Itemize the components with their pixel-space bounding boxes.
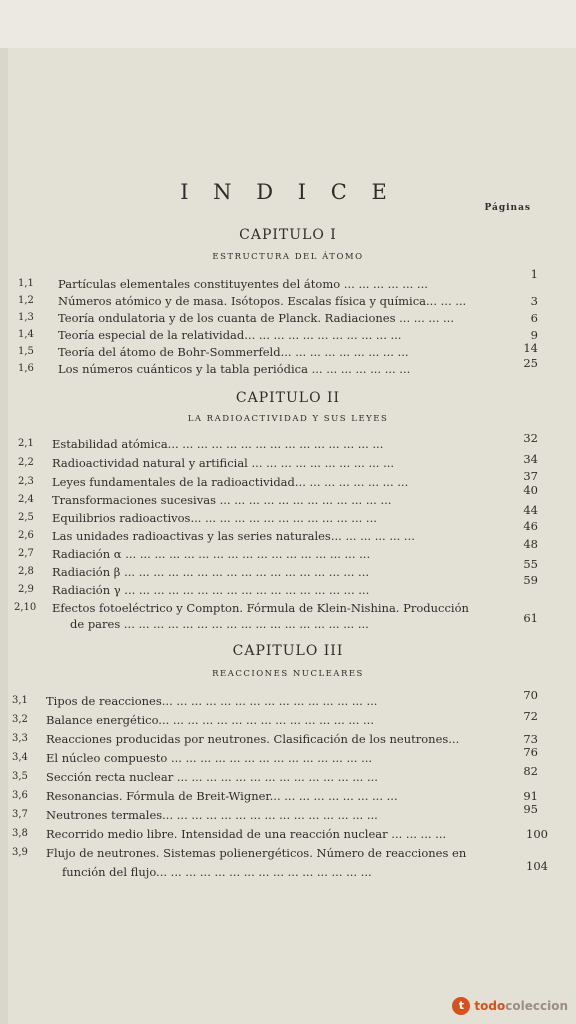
chapter-3-heading: CAPITULO III (232, 643, 344, 659)
brand-text-left: todo (474, 999, 506, 1013)
toc-entry (0, 267, 576, 292)
toc-entry-number: 1,5 (18, 346, 34, 357)
toc-entry-number: 1,1 (18, 278, 34, 289)
toc-entry (0, 802, 576, 823)
toc-entry-text: Teoría especial de la relatividad... ... ... ... ... ... ... ... ... ... ... (58, 328, 402, 342)
toc-entry (0, 469, 576, 490)
brand-icon: t (452, 997, 470, 1015)
toc-entry (0, 600, 576, 616)
toc-entry-number: 2,6 (18, 530, 34, 541)
toc-entry-number: 3,8 (12, 828, 28, 839)
toc-entry-page: 55 (523, 557, 538, 571)
toc-entry-page: 34 (523, 452, 538, 466)
toc-entry-text: Radiación α ... ... ... ... ... ... ... ... ... ... ... ... ... ... ... ... ... (52, 547, 371, 561)
toc-entry-page: 95 (523, 802, 538, 816)
toc-entry (0, 731, 576, 747)
toc-entry (0, 519, 576, 544)
toc-entry-number: 2,5 (18, 512, 34, 523)
toc-entry-number: 3,5 (12, 771, 28, 782)
toc-entry (0, 452, 576, 471)
toc-entry-text: El núcleo compuesto ... ... ... ... ... ... ... ... ... ... ... ... ... ... (46, 751, 373, 765)
page-top-margin (0, 0, 576, 48)
toc-entry-text: Resonancias. Fórmula de Breit-Wigner... ... ... ... ... ... ... ... ... (46, 789, 398, 803)
toc-entry (0, 503, 576, 526)
toc-entry-number: 2,2 (18, 457, 34, 468)
toc-entry-page: 1 (530, 267, 538, 281)
chapter-1-heading: CAPITULO I (239, 227, 337, 243)
toc-entry-continuation (0, 859, 576, 880)
toc-entry-number: 3,2 (12, 714, 28, 725)
chapter-3-subheading: REACCIONES NUCLEARES (212, 669, 364, 679)
toc-entry-text: Partículas elementales constituyentes del átomo ... ... ... ... ... ... (58, 277, 428, 291)
toc-entry (0, 327, 576, 343)
toc-entry-page: 46 (523, 519, 538, 533)
brand-text-right: coleccion (505, 999, 568, 1013)
toc-entry-page: 40 (523, 483, 538, 497)
toc-entry-number: 2,3 (18, 476, 34, 487)
toc-entry-page: 14 (523, 341, 538, 355)
toc-entry-number: 3,3 (12, 733, 28, 744)
toc-entry-page: 91 (523, 789, 538, 803)
toc-entry-text: Equilibrios radioactivos... ... ... ... ... ... ... ... ... ... ... ... ... (52, 511, 377, 525)
toc-entry-text: de pares ... ... ... ... ... ... ... ... ... ... ... ... ... ... ... ... ... (70, 617, 369, 631)
toc-entry-page: 104 (526, 859, 548, 873)
toc-entry-text: Tipos de reacciones... ... ... ... ... ... ... ... ... ... ... ... ... ... ... (46, 694, 378, 708)
toc-entry-number: 2,1 (18, 438, 34, 449)
toc-entry-number: 2,9 (18, 584, 34, 595)
toc-entry-continuation (0, 611, 576, 632)
toc-entry-page: 73 (523, 732, 538, 746)
toc-entry-text: Teoría del átomo de Bohr-Sommerfeld... ... ... ... ... ... ... ... ... (58, 345, 409, 359)
toc-entry-text: Flujo de neutrones. Sistemas polienergéticos. Número de reacciones en (46, 846, 467, 860)
toc-entry (0, 764, 576, 785)
toc-entry (0, 341, 576, 360)
toc-entry-text: Estabilidad atómica... ... ... ... ... ... ... ... ... ... ... ... ... ... ... (52, 437, 384, 451)
toc-entry-page: 6 (530, 311, 538, 325)
toc-entry-text: Sección recta nuclear ... ... ... ... ... ... ... ... ... ... ... ... ... ... (46, 770, 378, 784)
toc-entry-number: 1,3 (18, 312, 34, 323)
toc-entry-page: 72 (523, 709, 538, 723)
toc-entry (0, 310, 576, 326)
toc-entry-number: 2,10 (14, 602, 37, 613)
toc-entry-page: 3 (530, 294, 538, 308)
toc-entry-number: 1,4 (18, 329, 34, 340)
toc-entry-number: 1,6 (18, 363, 34, 374)
toc-entry-text: Efectos fotoeléctrico y Compton. Fórmula de Klein-Nishina. Producción (52, 601, 469, 615)
toc-entry-text: Radioactividad natural y artificial ... ... ... ... ... ... ... ... ... ... (52, 456, 395, 470)
toc-entry-number: 1,2 (18, 295, 34, 306)
watermark-logo (452, 996, 568, 1016)
toc-entry-text: Recorrido medio libre. Intensidad de una reacción nuclear ... ... ... ... (46, 827, 447, 841)
chapter-1-subheading: ESTRUCTURA DEL ÁTOMO (212, 252, 364, 262)
toc-entry (0, 788, 576, 804)
toc-entry-number: 2,8 (18, 566, 34, 577)
toc-entry-page: 59 (523, 573, 538, 587)
chapter-2-heading: CAPITULO II (235, 390, 341, 406)
toc-entry-number: 2,4 (18, 494, 34, 505)
toc-entry-text: Radiación β ... ... ... ... ... ... ... ... ... ... ... ... ... ... ... ... ... (52, 565, 370, 579)
toc-entry (0, 709, 576, 728)
toc-entry-page: 82 (523, 764, 538, 778)
toc-entry (0, 431, 576, 452)
toc-entry (0, 483, 576, 508)
toc-entry (0, 537, 576, 562)
toc-entry-number: 3,9 (12, 847, 28, 858)
toc-entry-number: 3,7 (12, 809, 28, 820)
toc-entry-text: Leyes fundamentales de la radioactividad... ... ... ... ... ... ... ... (52, 475, 409, 489)
toc-entry-number: 3,1 (12, 695, 28, 706)
toc-entry-text: Neutrones termales... ... ... ... ... ... ... ... ... ... ... ... ... ... ... (46, 808, 378, 822)
toc-entry-page: 61 (523, 611, 538, 625)
brand-text (474, 999, 568, 1013)
toc-entry-page: 76 (523, 745, 538, 759)
toc-entry (0, 745, 576, 766)
toc-entry-text: Reacciones producidas por neutrones. Clasificación de los neutrones... (46, 732, 460, 746)
toc-entry-page: 48 (523, 537, 538, 551)
toc-entry (0, 845, 576, 861)
toc-entry-page: 44 (523, 503, 538, 517)
toc-entry-text: Transformaciones sucesivas ... ... ... ... ... ... ... ... ... ... ... ... (52, 493, 392, 507)
toc-entry-page: 37 (523, 469, 538, 483)
toc-entry-text: Números atómico y de masa. Isótopos. Escalas física y química... ... ... (58, 294, 467, 308)
toc-entry-text: Teoría ondulatoria y de los cuanta de Planck. Radiaciones ... ... ... ... (58, 311, 454, 325)
toc-entry (0, 573, 576, 598)
toc-entry (0, 688, 576, 709)
toc-entry-number: 2,7 (18, 548, 34, 559)
toc-entry-text: Balance energético... ... ... ... ... ... ... ... ... ... ... ... ... ... ... (46, 713, 374, 727)
toc-entry-text: función del flujo... ... ... ... ... ... ... ... ... ... ... ... ... ... ... (62, 865, 372, 879)
pages-column-label: Páginas (484, 203, 531, 213)
toc-entry-page: 32 (523, 431, 538, 445)
toc-entry-page: 9 (530, 328, 538, 342)
toc-entry (0, 557, 576, 580)
chapter-2-subheading: LA RADIOACTIVIDAD Y SUS LEYES (187, 414, 389, 424)
toc-entry-page: 70 (523, 688, 538, 702)
toc-entry-page: 25 (523, 356, 538, 370)
index-title: I N D I C E (180, 180, 396, 204)
toc-entry-page: 100 (526, 827, 548, 841)
toc-entry-number: 3,4 (12, 752, 28, 763)
toc-entry-text: Radiación γ ... ... ... ... ... ... ... ... ... ... ... ... ... ... ... ... ... (52, 583, 370, 597)
toc-entry (0, 356, 576, 377)
toc-entry-text: Las unidades radioactivas y las series naturales... ... ... ... ... ... (52, 529, 415, 543)
toc-entry (0, 826, 576, 842)
toc-entry (0, 293, 576, 309)
toc-entry-number: 3,6 (12, 790, 28, 801)
toc-entry-text: Los números cuánticos y la tabla periódica ... ... ... ... ... ... ... (58, 362, 411, 376)
